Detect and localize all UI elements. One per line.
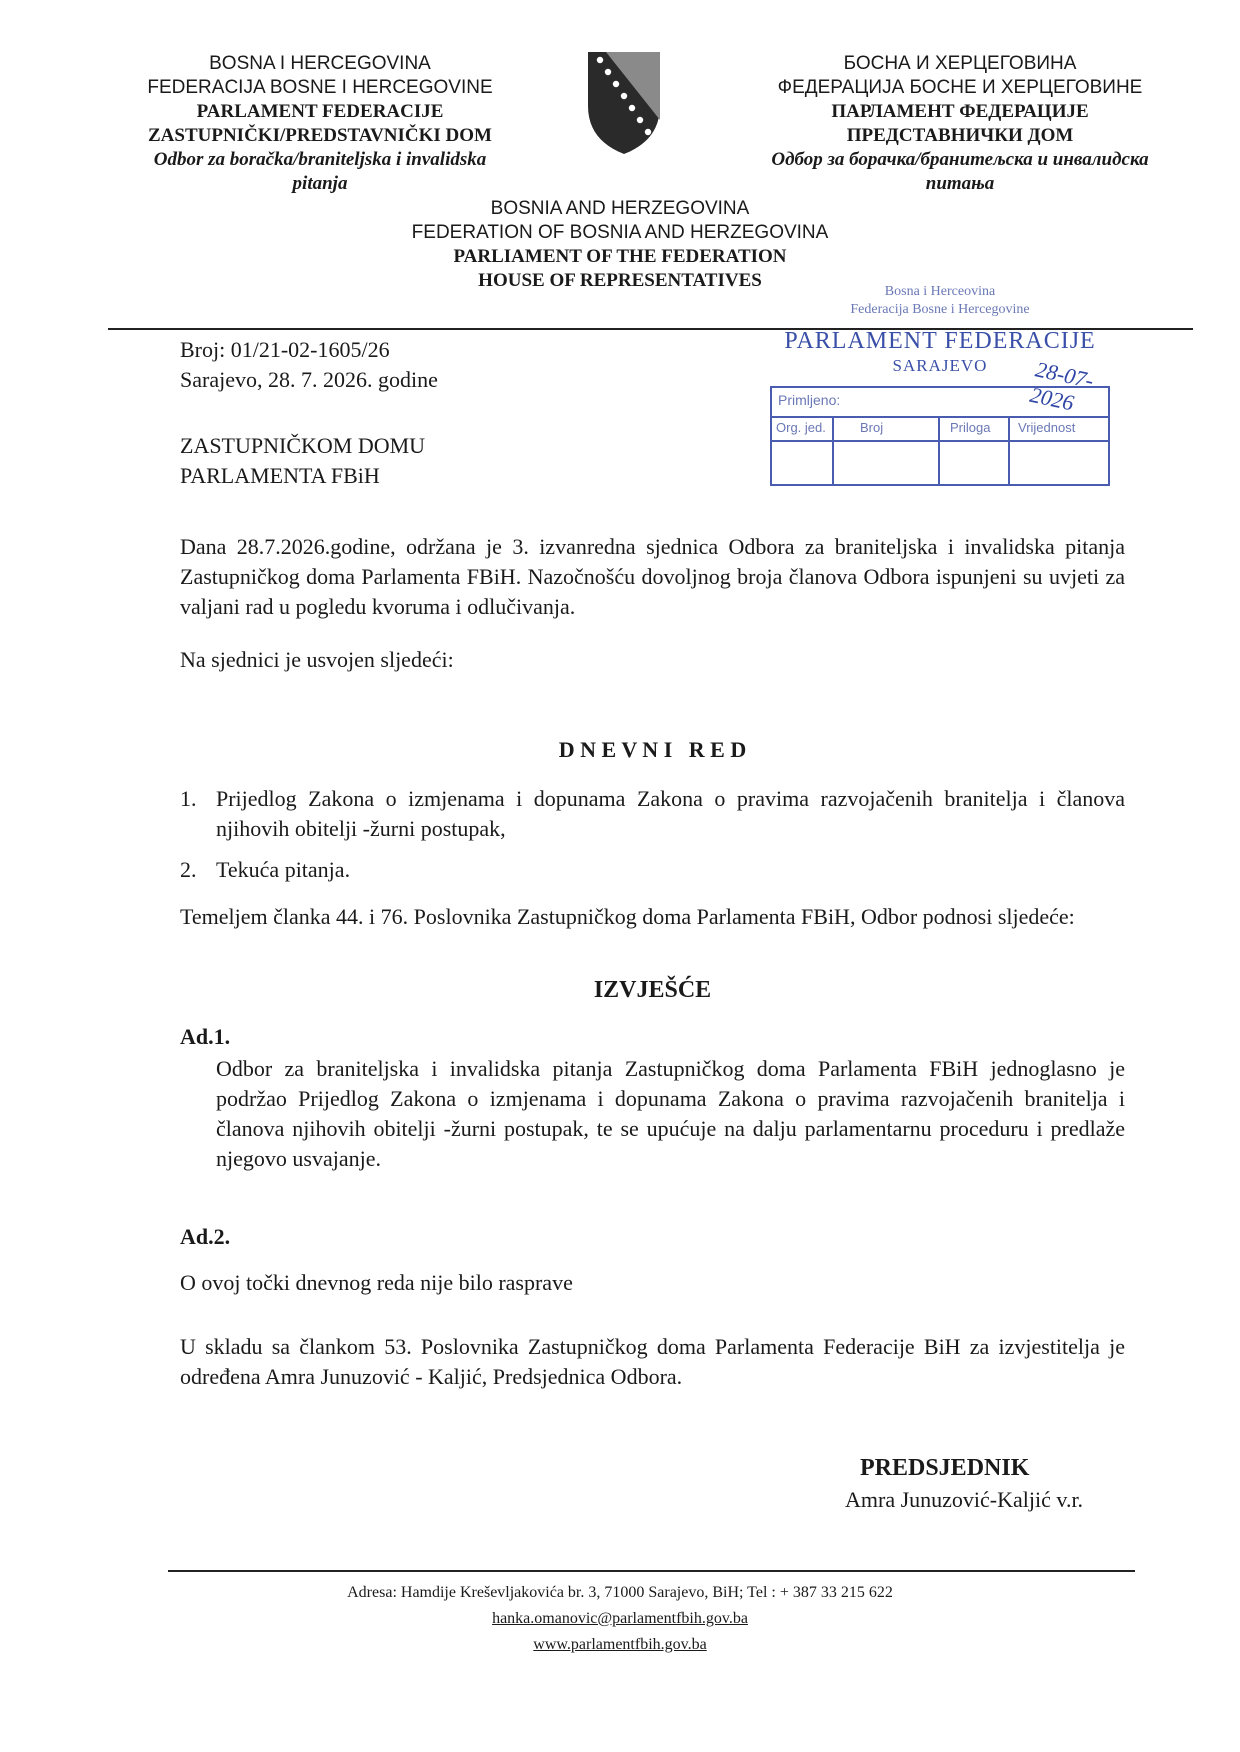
header-center-block — [370, 197, 870, 293]
signature-title: PREDSJEDNIK — [860, 1455, 1030, 1481]
stamp-line2: Federacija Bosne i Hercegovine — [850, 302, 1030, 317]
footer-email-link[interactable]: hanka.omanovic@parlamentfbih.gov.ba — [492, 1610, 748, 1627]
header-left-line2: FEDERACIJA BOSNE I HERCEGOVINE — [147, 77, 493, 98]
agenda-title: D N E V N I R E D — [558, 737, 747, 762]
header-center-line1: BOSNIA AND HERZEGOVINA — [490, 198, 750, 219]
recipient-line1: ZASTUPNIČKOM DOMU — [180, 433, 426, 458]
document-date: Sarajevo, 28. 7. 2026. godine — [180, 367, 438, 392]
recipient-line2: PARLAMENTA FBiH — [180, 463, 380, 488]
header-right-line1: БОСНА И ХЕРЦЕГОВИНА — [843, 53, 1077, 74]
stamp-col-org — [772, 418, 834, 484]
ad2-label: Ad.2. — [180, 1224, 231, 1249]
footer-divider — [168, 1570, 1135, 1572]
document-number: Broj: 01/21-02-1605/26 — [180, 337, 390, 362]
agenda-item-2-text: Tekuća pitanja. — [216, 857, 351, 882]
footer-address: Adresa: Hamdije Kreševljakovića br. 3, 71000 Sarajevo, BiH; Tel : + 387 33 215 622 — [347, 1584, 893, 1601]
recipient-block — [180, 431, 700, 491]
stamp-col-org-label: Org. jed. — [776, 420, 826, 435]
agenda-item-2 — [180, 855, 1125, 885]
header-center-line2: FEDERATION OF BOSNIA AND HERZEGOVINA — [411, 222, 829, 243]
document-meta — [180, 335, 700, 395]
closing-paragraph: U skladu sa člankom 53. Poslovnika Zastupničkog doma Parlamenta Federacije BiH za izvjestitelja je određena Amra Junuzović - Kaljić, Predsjednica Odbora. — [180, 1334, 1125, 1389]
header-center-line3: PARLIAMENT OF THE FEDERATION — [453, 246, 787, 267]
agenda-item-2-number: 2. — [180, 857, 197, 882]
header-right-line4: ПРЕДСТАВНИЧКИ ДОМ — [846, 125, 1074, 146]
agenda-item-1-number: 1. — [180, 786, 197, 811]
coat-of-arms-icon — [584, 48, 664, 158]
intro-paragraph: Dana 28.7.2026.godine, održana je 3. izvanredna sjednica Odbora za braniteljska i invalidska pitanja Zastupničkog doma Parlamenta FBiH. Nazočnošću dovoljnog broja članova Odbora ispunjeni su uvjeti za valjani rad u pogledu kvoruma i odlučivanja. — [180, 534, 1125, 619]
stamp-col-broj — [834, 418, 940, 484]
header-center-line4: HOUSE OF REPRESENTATIVES — [478, 270, 762, 291]
adopted-text: Na sjednici je usvojen sljedeći: — [180, 647, 454, 672]
stamp-line3: PARLAMENT FEDERACIJE — [784, 328, 1096, 354]
stamp-line1: Bosna i Herceovina — [884, 284, 996, 299]
stamp-col-priloga — [940, 418, 1010, 484]
header-right-block — [740, 52, 1180, 196]
header-left-line6: pitanja — [292, 173, 348, 194]
agenda-item-1 — [180, 784, 1125, 844]
ad1-label: Ad.1. — [180, 1024, 231, 1049]
stamp-col-priloga-label: Priloga — [950, 420, 991, 435]
footer — [0, 1580, 1240, 1658]
stamp-col-vrijednost — [1010, 418, 1106, 484]
header-right-line3: ПАРЛАМЕНТ ФЕДЕРАЦИЈЕ — [831, 101, 1089, 122]
stamp-received-label: Primljeno: — [778, 392, 841, 408]
ad1-paragraph: Odbor za braniteljska i invalidska pitanja Zastupničkog doma Parlamenta FBiH jednoglasno je podržao Prijedlog Zakona o izmjenama i dopunama Zakona o pravima razvojačenih branitelja i članova njihovih obitelji -žurni postupak, te se upućuje na dalju parlamentarnu proceduru i predlaže njegovo usvajanje. — [216, 1056, 1125, 1171]
stamp-line4: SARAJEVO — [892, 356, 988, 375]
footer-website-link[interactable]: www.parlamentfbih.gov.ba — [533, 1636, 707, 1653]
received-stamp — [770, 284, 1130, 500]
header-right-line5: Одбор за борачка/бранитељска и инвалидска — [771, 149, 1149, 170]
report-title: IZVJEŠĆE — [593, 977, 712, 1003]
header-left-block — [120, 52, 520, 196]
basis-paragraph: Temeljem članka 44. i 76. Poslovnika Zastupničkog doma Parlamenta FBiH, Odbor podnosi sljedeće: — [180, 904, 1075, 929]
header-right-line6: питања — [925, 173, 995, 194]
header-left-line4: ZASTUPNIČKI/PREDSTAVNIČKI DOM — [148, 125, 492, 146]
signature-name: Amra Junuzović-Kaljić v.r. — [845, 1487, 1084, 1512]
header-left-line3: PARLAMENT FEDERACIJE — [196, 101, 444, 122]
header-left-line5: Odbor za boračka/braniteljska i invalidska — [153, 149, 487, 170]
header-right-line2: ФЕДЕРАЦИЈА БОСНЕ И ХЕРЦЕГОВИНЕ — [777, 77, 1143, 98]
stamp-col-broj-label: Broj — [860, 420, 884, 435]
header-left-line1: BOSNA I HERCEGOVINA — [209, 53, 431, 74]
stamp-handwritten-date: 28-07-2026 — [1027, 356, 1096, 416]
ad2-paragraph: O ovoj točki dnevnog reda nije bilo rasprave — [180, 1270, 573, 1295]
stamp-grid — [770, 386, 1110, 486]
agenda-item-1-text: Prijedlog Zakona o izmjenama i dopunama Zakona o pravima razvojačenih branitelja i članova njihovih obitelji -žurni postupak, — [216, 786, 1125, 841]
stamp-col-vrijednost-label: Vrijednost — [1018, 420, 1076, 435]
